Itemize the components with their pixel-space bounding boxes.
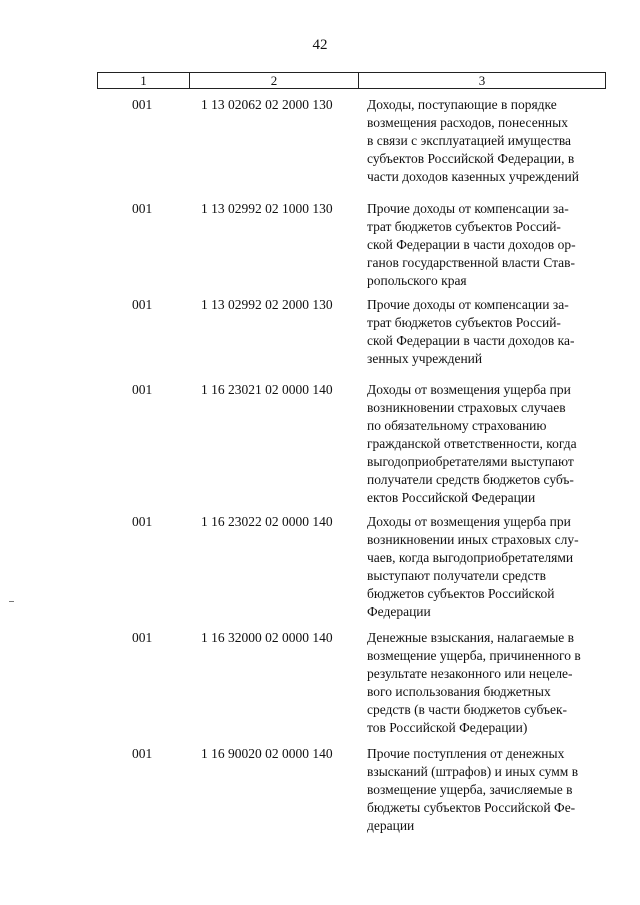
revenue-name-cell xyxy=(367,200,607,290)
admin-code-cell: 001 xyxy=(132,382,153,397)
table-header xyxy=(97,72,606,89)
revenue-name-line: возникновении страховых случаев xyxy=(367,400,566,415)
header-col-1: 1 xyxy=(98,73,190,88)
revenue-name-line: возникновении иных страховых слу- xyxy=(367,532,579,547)
admin-code-cell: 001 xyxy=(132,201,153,216)
revenue-name-line: результате незаконного или нецеле- xyxy=(367,666,573,681)
revenue-name-line: чаев, когда выгодоприобретателями xyxy=(367,550,574,565)
revenue-code-cell: 1 16 23021 02 0000 140 xyxy=(201,382,333,397)
revenue-name-line: части доходов казенных учреждений xyxy=(367,169,579,184)
revenue-name-line: зенных учреждений xyxy=(367,351,483,366)
revenue-name-line: возмещение ущерба, зачисляемые в xyxy=(367,782,573,797)
revenue-name-line: Федерации xyxy=(367,604,431,619)
revenue-name-line: Прочие доходы от компенсации за- xyxy=(367,297,569,312)
admin-code-cell: 001 xyxy=(132,746,153,761)
revenue-name-cell xyxy=(367,381,607,507)
revenue-name-line: субъектов Российской Федерации, в xyxy=(367,151,575,166)
revenue-name-line: тов Российской Федерации) xyxy=(367,720,528,735)
header-col-2: 2 xyxy=(190,73,359,88)
revenue-name-line: Прочие поступления от денежных xyxy=(367,746,565,761)
admin-code-cell: 001 xyxy=(132,630,153,645)
admin-code-cell: 001 xyxy=(132,297,153,312)
revenue-code-cell: 1 16 32000 02 0000 140 xyxy=(201,630,333,645)
revenue-name-line: гражданской ответственности, когда xyxy=(367,436,577,451)
revenue-code-cell: 1 13 02992 02 2000 130 xyxy=(201,297,333,312)
revenue-name-cell xyxy=(367,296,607,368)
revenue-name-line: возмещение ущерба, причиненного в xyxy=(367,648,581,663)
revenue-name-line: ропольского края xyxy=(367,273,467,288)
revenue-name-line: ганов государственной власти Став- xyxy=(367,255,576,270)
revenue-name-line: возмещения расходов, понесенных xyxy=(367,115,568,130)
page-number: 42 xyxy=(312,37,328,53)
revenue-code-cell: 1 16 23022 02 0000 140 xyxy=(201,514,333,529)
revenue-name-line: Доходы от возмещения ущерба при xyxy=(367,382,571,397)
revenue-name-line: трат бюджетов субъектов Россий- xyxy=(367,315,561,330)
revenue-name-line: получатели средств бюджетов субъ- xyxy=(367,472,574,487)
revenue-name-line: Денежные взыскания, налагаемые в xyxy=(367,630,575,645)
admin-code-cell: 001 xyxy=(132,514,153,529)
revenue-name-cell xyxy=(367,513,607,621)
revenue-name-line: бюджетов субъектов Российской xyxy=(367,586,555,601)
revenue-name-line: трат бюджетов субъектов Россий- xyxy=(367,219,561,234)
revenue-name-line: средств (в части бюджетов субъек- xyxy=(367,702,568,717)
revenue-name-line: ской Федерации в части доходов ка- xyxy=(367,333,575,348)
revenue-name-line: ской Федерации в части доходов ор- xyxy=(367,237,576,252)
revenue-name-cell xyxy=(367,96,607,186)
revenue-name-line: в связи с эксплуатацией имущества xyxy=(367,133,572,148)
revenue-name-line: бюджеты субъектов Российской Фе- xyxy=(367,800,576,815)
revenue-name-line: по обязательному страхованию xyxy=(367,418,547,433)
revenue-name-cell xyxy=(367,745,607,835)
revenue-name-line: дерации xyxy=(367,818,415,833)
revenue-name-line: ектов Российской Федерации xyxy=(367,490,536,505)
revenue-code-cell: 1 13 02992 02 1000 130 xyxy=(201,201,333,216)
revenue-name-line: Прочие доходы от компенсации за- xyxy=(367,201,569,216)
revenue-name-line: взысканий (штрафов) и иных сумм в xyxy=(367,764,579,779)
revenue-name-line: Доходы от возмещения ущерба при xyxy=(367,514,571,529)
revenue-name-line: выгодоприобретателями выступают xyxy=(367,454,574,469)
revenue-name-line: Доходы, поступающие в порядке xyxy=(367,97,557,112)
admin-code-cell: 001 xyxy=(132,97,153,112)
revenue-name-cell xyxy=(367,629,607,737)
margin-mark xyxy=(9,601,14,602)
revenue-code-cell: 1 16 90020 02 0000 140 xyxy=(201,746,333,761)
revenue-name-line: вого использования бюджетных xyxy=(367,684,551,699)
revenue-code-cell: 1 13 02062 02 2000 130 xyxy=(201,97,333,112)
header-col-3: 3 xyxy=(478,73,486,88)
revenue-name-line: выступают получатели средств xyxy=(367,568,546,583)
